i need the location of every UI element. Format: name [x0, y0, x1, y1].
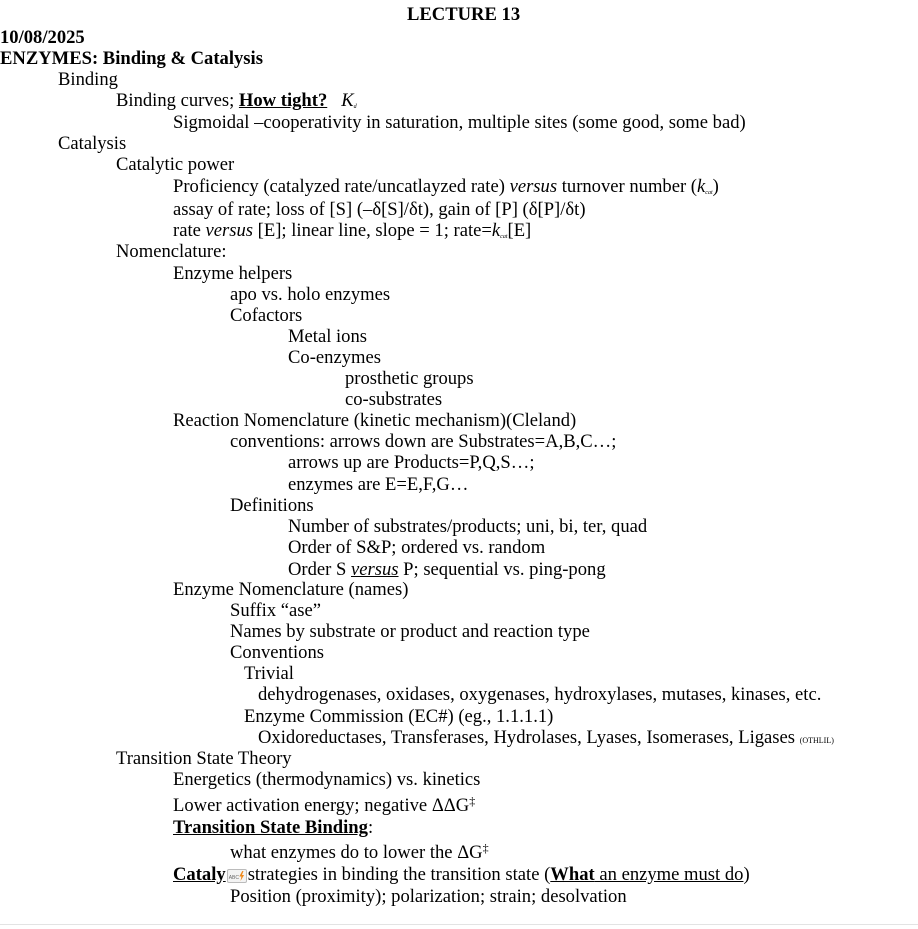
- text: [E]: [507, 220, 532, 241]
- outline-enzyme-nomenclature: Enzyme Nomenclature (names): [173, 579, 409, 600]
- kcat-symbol: k: [491, 220, 501, 241]
- outline-names-by: Names by substrate or product and reaction type: [230, 621, 590, 642]
- outline-prosthetic: prosthetic groups: [345, 368, 474, 389]
- outline-apo: apo vs. holo enzymes: [230, 284, 391, 305]
- text: rate: [173, 220, 206, 241]
- outline-trivial: Trivial: [244, 663, 294, 684]
- outline-ec: Enzyme Commission (EC#) (eg., 1.1.1.1): [244, 706, 554, 727]
- cataly-heading: Cataly: [173, 864, 226, 885]
- outline-coenzymes: Co-enzymes: [288, 347, 381, 368]
- kcat-symbol: k: [697, 176, 706, 197]
- outline-arrows-up: arrows up are Products=P,Q,S…;: [288, 452, 535, 473]
- outline-nomenclature: Nomenclature:: [116, 241, 227, 262]
- outline-metal-ions: Metal ions: [288, 326, 368, 347]
- spellcheck-icon[interactable]: [227, 869, 247, 883]
- outline-lower-activation: [173, 795, 475, 817]
- text: an enzyme must do: [594, 864, 744, 885]
- text: ): [743, 864, 750, 885]
- page-bottom-divider: [0, 924, 918, 925]
- mnemonic: (OTHLIL): [799, 736, 834, 745]
- outline-catalytic-power: Catalytic power: [116, 154, 235, 175]
- outline-conventions-down: conventions: arrows down are Substrates=A,B,C…;: [230, 431, 617, 452]
- outline-suffix: Suffix “ase”: [230, 600, 322, 621]
- kcat-subscript: cat: [500, 234, 508, 240]
- versus: versus: [351, 559, 399, 580]
- outline-what-enzymes: [230, 842, 489, 864]
- text: P; sequential vs. ping-pong: [398, 559, 606, 580]
- text: ): [712, 176, 719, 197]
- versus: versus: [509, 176, 558, 197]
- kd-subscript: d: [353, 104, 357, 110]
- double-dagger: ‡: [469, 794, 476, 808]
- outline-energetics: Energetics (thermodynamics) vs. kinetics: [173, 769, 481, 790]
- text: Binding curves;: [116, 90, 239, 111]
- outline-assay: assay of rate; loss of [S] (–δ[S]/δt), gain of [P] (δ[P]/δt): [173, 199, 586, 220]
- lecture-date: 10/08/2025: [0, 27, 85, 48]
- outline-order-s-versus-p: [288, 559, 606, 581]
- text: Lower activation energy; negative ΔΔG: [173, 795, 470, 816]
- how-tight: How tight?: [238, 90, 328, 111]
- outline-ts-binding: [173, 817, 373, 839]
- double-dagger: ‡: [482, 841, 489, 855]
- outline-sigmoidal: Sigmoidal –cooperativity in saturation, multiple sites (some good, some bad): [173, 112, 746, 133]
- text: turnover number (: [557, 176, 698, 197]
- outline-number-substrates: Number of substrates/products; uni, bi, ter, quad: [288, 516, 648, 537]
- outline-conventions: Conventions: [230, 642, 325, 663]
- text: what enzymes do to lower the ΔG: [230, 842, 483, 863]
- outline-trivial-examples: dehydrogenases, oxidases, oxygenases, hydroxylases, mutases, kinases, etc.: [258, 684, 822, 705]
- text: [E]; linear line, slope = 1; rate=: [253, 220, 492, 241]
- text: :: [367, 817, 374, 838]
- outline-ec-classes: [258, 727, 834, 749]
- outline-position: Position (proximity); polarization; strain; desolvation: [230, 886, 627, 907]
- outline-cofactors: Cofactors: [230, 305, 303, 326]
- kd-symbol: K: [341, 90, 354, 111]
- outline-binding-curves: [116, 90, 357, 112]
- outline-catalysis: Catalysis: [58, 133, 127, 154]
- lecture-title: LECTURE 13: [407, 4, 521, 25]
- kcat-subscript: cat: [705, 190, 713, 196]
- outline-definitions: Definitions: [230, 495, 314, 516]
- outline-proficiency: [173, 176, 719, 198]
- text: strategies in binding the transition state (: [247, 864, 551, 885]
- outline-binding: Binding: [58, 69, 118, 90]
- outline-rate-versus: [173, 220, 531, 242]
- outline-enzyme-helpers: Enzyme helpers: [173, 263, 293, 284]
- ts-binding-heading: Transition State Binding: [173, 817, 368, 838]
- outline-reaction-nomenclature: Reaction Nomenclature (kinetic mechanism)(Cleland): [173, 410, 577, 431]
- outline-cosubstrates: co-substrates: [345, 389, 443, 410]
- what-enzyme-must-do: [550, 864, 743, 885]
- what: What: [550, 864, 595, 885]
- topic-heading: ENZYMES: Binding & Catalysis: [0, 48, 263, 69]
- text: Proficiency (catalyzed rate/uncatlayzed rate): [173, 176, 510, 197]
- outline-tst: Transition State Theory: [116, 748, 292, 769]
- outline-catalytic-strategies: [173, 864, 750, 886]
- text: Oxidoreductases, Transferases, Hydrolases, Lyases, Isomerases, Ligases: [258, 727, 800, 748]
- lightning-icon: [239, 871, 245, 881]
- outline-order-sp: Order of S&P; ordered vs. random: [288, 537, 546, 558]
- versus: versus: [205, 220, 254, 241]
- outline-enzymes-are: enzymes are E=E,F,G…: [288, 474, 469, 495]
- spellcheck-label: ABC: [228, 875, 239, 881]
- text: Order S: [288, 559, 351, 580]
